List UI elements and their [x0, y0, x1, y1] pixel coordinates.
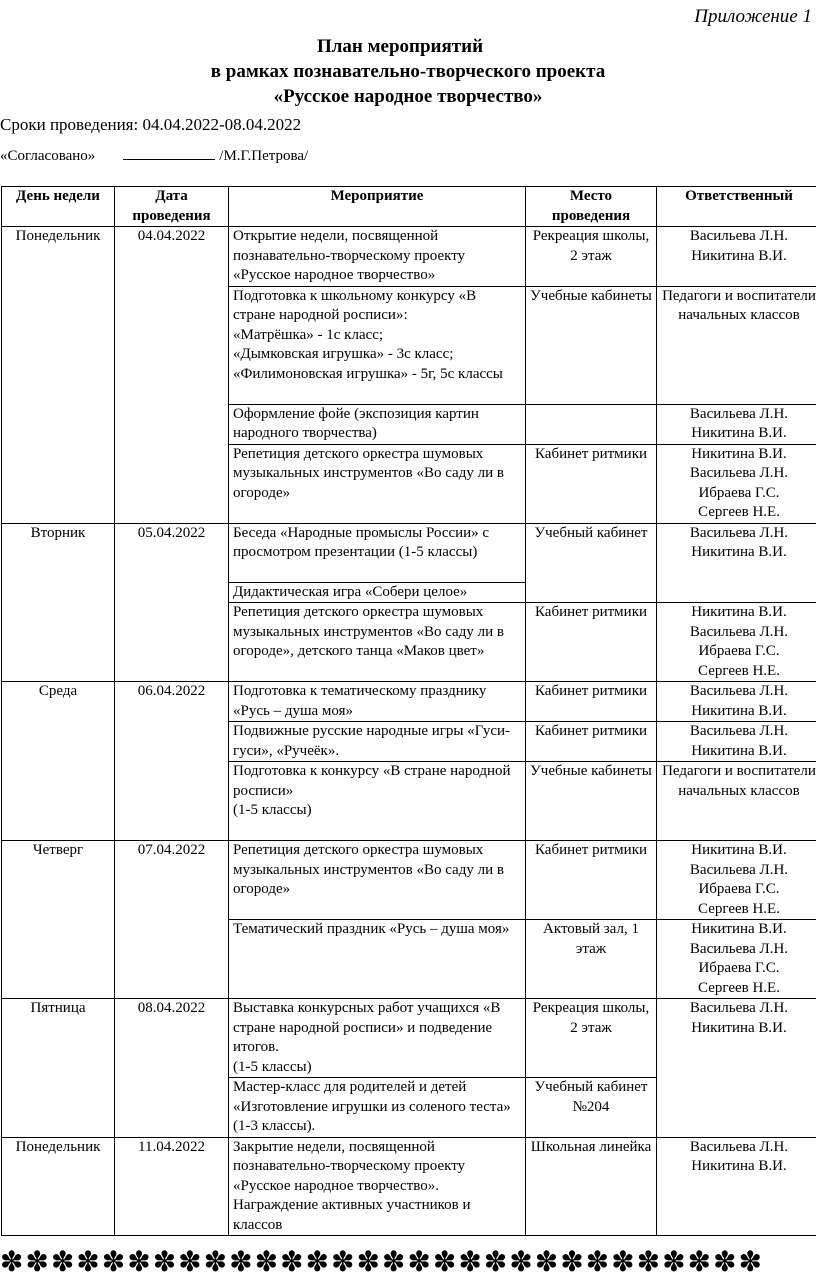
ornament-flower-icon: ✽ [280, 1248, 306, 1276]
date-cell: 05.04.2022 [115, 523, 229, 682]
ornament-flower-icon: ✽ [356, 1248, 383, 1276]
table-row [2, 523, 816, 582]
responsible-cell: Никитина В.И. Васильева Л.Н. Ибраева Г.С. Сергеев Н.Е. [657, 841, 816, 920]
ornament-flower-icon: ✽ [483, 1248, 510, 1276]
event-cell: Выставка конкурсных работ учащихся «В стране народной росписи» и подведение итогов. (1-5 классы) [229, 999, 526, 1078]
ornament-flower-icon: ✽ [713, 1248, 739, 1276]
place-cell: Кабинет ритмики [526, 444, 657, 523]
events-table [1, 186, 816, 1236]
place-cell: Рекреация школы, 2 этаж [526, 227, 657, 287]
decorative-border [0, 1248, 816, 1276]
event-cell: Подготовка к тематическому празднику «Русь – душа моя» [229, 682, 526, 722]
responsible-cell: Васильева Л.Н. Никитина В.И. [657, 682, 816, 722]
event-cell: Беседа «Народные промыслы России» с просмотром презентации (1-5 классы) [229, 523, 526, 582]
responsible-cell: Васильева Л.Н. Никитина В.И. [657, 404, 816, 444]
table-row [2, 227, 816, 287]
day-cell: Понедельник [2, 1137, 115, 1236]
event-cell: Репетиция детского оркестра шумовых музыкальных инструментов «Во саду ли в огороде» [229, 444, 526, 523]
header-date: Дата проведения [115, 187, 229, 227]
date-cell: 06.04.2022 [115, 682, 229, 841]
document-title [0, 34, 816, 109]
responsible-cell: Никитина В.И. Васильева Л.Н. Ибраева Г.С. Сергеев Н.Е. [657, 444, 816, 523]
ornament-flower-icon: ✽ [738, 1248, 765, 1276]
ornament-flower-icon: ✽ [229, 1248, 255, 1276]
ornament-flower-icon: ✽ [178, 1248, 204, 1276]
date-cell: 11.04.2022 [115, 1137, 229, 1236]
responsible-cell: Васильева Л.Н. Никитина В.И. [657, 523, 816, 603]
date-cell: 08.04.2022 [115, 999, 229, 1138]
agreed-name: /М.Г.Петрова/ [219, 148, 309, 164]
signature-blank [123, 145, 215, 160]
responsible-cell: Никитина В.И. Васильева Л.Н. Ибраева Г.С. Сергеев Н.Е. [657, 603, 816, 682]
responsible-cell: Педагоги и воспитатели начальных классов [657, 286, 816, 404]
ornament-flower-icon: ✽ [662, 1248, 688, 1276]
responsible-cell: Васильева Л.Н. Никитина В.И. [657, 999, 816, 1138]
event-cell: Открытие недели, посвященной познавательно-творческому проекту «Русское народное творчество» [229, 227, 526, 287]
day-cell: Понедельник [2, 227, 115, 524]
place-cell: Учебные кабинеты [526, 762, 657, 841]
title-line-1: План мероприятий [316, 36, 484, 57]
agreed-line [0, 145, 308, 165]
event-cell: Подготовка к конкурсу «В стране народной росписи» (1-5 классы) [229, 762, 526, 841]
ornament-flower-icon: ✽ [509, 1248, 535, 1276]
header-place: Место проведения [526, 187, 657, 227]
ornament-flower-icon: ✽ [152, 1248, 179, 1276]
responsible-cell: Никитина В.И. Васильева Л.Н. Ибраева Г.С. Сергеев Н.Е. [657, 920, 816, 999]
title-line-3: «Русское народное творчество» [273, 86, 543, 107]
ornament-flower-icon: ✽ [101, 1248, 128, 1276]
ornament-flower-icon: ✽ [127, 1248, 153, 1276]
table-row [2, 999, 816, 1078]
place-cell: Учебные кабинеты [526, 286, 657, 404]
place-cell: Кабинет ритмики [526, 722, 657, 762]
day-cell: Вторник [2, 523, 115, 682]
event-cell: Репетиция детского оркестра шумовых музыкальных инструментов «Во саду ли в огороде» [229, 841, 526, 920]
event-cell: Закрытие недели, посвященной познавательно-творческому проекту «Русское народное творчество». Награждение активных участников и классов [229, 1137, 526, 1236]
ornament-flower-icon: ✽ [687, 1248, 714, 1276]
header-event: Мероприятие [229, 187, 526, 227]
ornament-flower-icon: ✽ [432, 1248, 459, 1276]
day-cell: Пятница [2, 999, 115, 1138]
event-cell: Репетиция детского оркестра шумовых музыкальных инструментов «Во саду ли в огороде», детского танца «Маков цвет» [229, 603, 526, 682]
ornament-flower-icon: ✽ [534, 1248, 561, 1276]
table-row [2, 841, 816, 920]
place-cell: Кабинет ритмики [526, 682, 657, 722]
ornament-flower-icon: ✽ [407, 1248, 433, 1276]
ornament-flower-icon: ✽ [560, 1248, 586, 1276]
event-cell: Подготовка к школьному конкурсу «В стране народной росписи»: «Матрёшка» - 1с класс; «Дымковская игрушка» - 3с класс; «Филимоновская игрушка» - 5г, 5с классы [229, 286, 526, 404]
table-header-row [2, 187, 816, 227]
event-cell: Подвижные русские народные игры «Гуси-гуси», «Ручеёк». [229, 722, 526, 762]
event-cell: Оформление фойе (экспозиция картин народного творчества) [229, 404, 526, 444]
dates-line: Сроки проведения: 04.04.2022-08.04.2022 [0, 115, 302, 134]
responsible-cell: Васильева Л.Н. Никитина В.И. [657, 722, 816, 762]
place-cell: Актовый зал, 1 этаж [526, 920, 657, 999]
responsible-cell: Васильева Л.Н. Никитина В.И. [657, 1137, 816, 1236]
event-cell: Мастер-класс для родителей и детей «Изготовление игрушки из соленого теста» (1-3 классы). [229, 1078, 526, 1138]
ornament-flower-icon: ✽ [254, 1248, 281, 1276]
appendix-label: Приложение 1 [694, 6, 812, 27]
day-cell: Четверг [2, 841, 115, 999]
responsible-cell: Педагоги и воспитатели начальных классов [657, 762, 816, 841]
ornament-flower-icon: ✽ [0, 1248, 26, 1276]
ornament-flower-icon: ✽ [585, 1248, 612, 1276]
ornament-flower-icon: ✽ [305, 1248, 332, 1276]
date-cell: 04.04.2022 [115, 227, 229, 524]
place-cell: Школьная линейка [526, 1137, 657, 1236]
place-cell: Рекреация школы, 2 этаж [526, 999, 657, 1078]
date-cell: 07.04.2022 [115, 841, 229, 999]
ornament-flower-icon: ✽ [458, 1248, 484, 1276]
table-row [2, 1137, 816, 1236]
table-row [2, 682, 816, 722]
ornament-flower-icon: ✽ [50, 1248, 77, 1276]
ornament-flower-icon: ✽ [203, 1248, 230, 1276]
title-line-2: в рамках познавательно-творческого проекта [210, 61, 606, 82]
header-day: День недели [2, 187, 115, 227]
ornament-flower-icon: ✽ [611, 1248, 637, 1276]
place-cell: Кабинет ритмики [526, 841, 657, 920]
event-cell: Тематический праздник «Русь – душа моя» [229, 920, 526, 999]
ornament-flower-icon: ✽ [636, 1248, 663, 1276]
event-cell: Дидактическая игра «Собери целое» [229, 582, 526, 603]
responsible-cell: Васильева Л.Н. Никитина В.И. [657, 227, 816, 287]
day-cell: Среда [2, 682, 115, 841]
ornament-flower-icon: ✽ [76, 1248, 102, 1276]
place-cell: Кабинет ритмики [526, 603, 657, 682]
header-responsible: Ответственный [657, 187, 816, 227]
ornament-flower-icon: ✽ [382, 1248, 408, 1276]
agreed-label: «Согласовано» [0, 148, 96, 164]
ornament-flower-icon: ✽ [331, 1248, 357, 1276]
place-cell: Учебный кабинет №204 [526, 1078, 657, 1138]
place-cell [526, 404, 657, 444]
ornament-flower-icon: ✽ [25, 1248, 51, 1276]
place-cell: Учебный кабинет [526, 523, 657, 603]
